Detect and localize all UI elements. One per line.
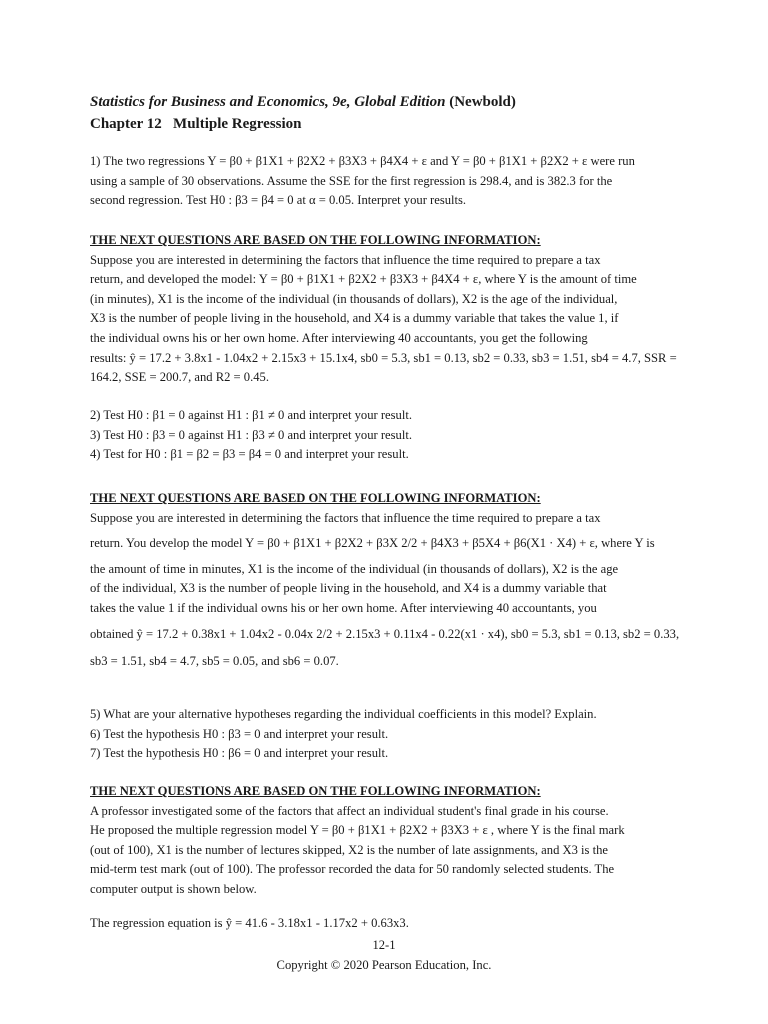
- section-2: [90, 489, 680, 672]
- section-2-line: return. You develop the model Y = β0 + β1X1 + β2X2 + β3X 2/2 + β4X3 + β5X4 + β6(X1 · X4) + ε, where Y is: [90, 536, 655, 551]
- section-2-line: obtained ŷ = 17.2 + 0.38x1 + 1.04x2 - 0.04x 2/2 + 2.15x3 + 0.11x4 - 0.22(x1 · x4), sb0 = 5.3, sb1 = 0.13, sb2 = 0.33,: [90, 626, 680, 641]
- book-title-line: [90, 94, 680, 111]
- section-2-line: Suppose you are interested in determining the factors that influence the time required to prepare a tax: [90, 510, 601, 525]
- section-1-line: Suppose you are interested in determining the factors that influence the time required to prepare a tax: [90, 252, 601, 267]
- regression-equation-text: The regression equation is ŷ = 41.6 - 3.18x1 - 1.17x2 + 0.63x3.: [90, 916, 409, 930]
- section-1-line: the individual owns his or her own home. After interviewing 40 accountants, you get the following: [90, 330, 588, 345]
- regression-equation: [90, 914, 680, 934]
- q1-line: 1) The two regressions Y = β0 + β1X1 + β2X2 + β3X3 + β4X4 + ε and Y = β0 + β1X1 + β2X2 + ε were run: [90, 154, 635, 168]
- question-3: 3) Test H0 : β3 = 0 against H1 : β3 ≠ 0 and interpret your result.: [90, 427, 412, 442]
- section-1-line: return, and developed the model: Y = β0 + β1X1 + β2X2 + β3X3 + β4X4 + ε, where Y is the amount of time: [90, 272, 637, 287]
- question-5: 5) What are your alternative hypotheses regarding the individual coefficients in this model? Explain.: [90, 707, 597, 721]
- section-3-line: A professor investigated some of the factors that affect an individual student's final grade in his course.: [90, 803, 609, 818]
- question-2: 2) Test H0 : β1 = 0 against H1 : β1 ≠ 0 and interpret your result.: [90, 408, 412, 422]
- section-3-line: computer output is shown below.: [90, 881, 257, 896]
- section-1-line: 164.2, SSE = 200.7, and R2 = 0.45.: [90, 370, 269, 385]
- section-2-line: sb3 = 1.51, sb4 = 4.7, sb5 = 0.05, and sb6 = 0.07.: [90, 654, 339, 669]
- section-heading: THE NEXT QUESTIONS ARE BASED ON THE FOLLOWING INFORMATION:: [90, 233, 541, 247]
- section-3-line: He proposed the multiple regression model Y = β0 + β1X1 + β2X2 + β3X3 + ε , where Y is the final mark: [90, 823, 625, 838]
- section-1-line: X3 is the number of people living in the household, and X4 is a dummy variable that takes the value 1, if: [90, 311, 619, 326]
- book-author: (Newbold): [449, 94, 516, 110]
- q1-line: second regression. Test H0 : β3 = β4 = 0 at α = 0.05. Interpret your results.: [90, 193, 467, 208]
- question-4: 4) Test for H0 : β1 = β2 = β3 = β4 = 0 and interpret your result.: [90, 447, 409, 462]
- section-1-line: results: ŷ = 17.2 + 3.8x1 - 1.04x2 + 2.15x3 + 15.1x4, sb0 = 5.3, sb1 = 0.13, sb2 = 0.33, sb3 = 1.51, sb4 = 4.7, SSR =: [90, 350, 677, 365]
- q1-line: using a sample of 30 observations. Assume the SSE for the first regression is 298.4, and is 382.3 for the: [90, 173, 613, 188]
- question-6: 6) Test the hypothesis H0 : β3 = 0 and interpret your result.: [90, 726, 389, 741]
- section-2-line: of the individual, X3 is the number of people living in the household, and X4 is a dummy variable that: [90, 581, 607, 596]
- book-title: Statistics for Business and Economics, 9e, Global Edition: [90, 94, 446, 110]
- chapter-title: Chapter 12 Multiple Regression: [90, 116, 302, 132]
- section-heading: THE NEXT QUESTIONS ARE BASED ON THE FOLLOWING INFORMATION:: [90, 784, 541, 798]
- section-2-line: the amount of time in minutes, X1 is the income of the individual (in thousands of dollars), X2 is the age: [90, 561, 619, 576]
- section-1-questions: [90, 406, 680, 465]
- question-1: [90, 152, 680, 211]
- section-heading: THE NEXT QUESTIONS ARE BASED ON THE FOLLOWING INFORMATION:: [90, 491, 541, 505]
- section-1-line: (in minutes), X1 is the income of the individual (in thousands of dollars), X2 is the age of the individual,: [90, 291, 618, 306]
- section-2-line: takes the value 1 if the individual owns his or her own home. After interviewing 40 accountants, you: [90, 600, 597, 615]
- section-3-line: (out of 100), X1 is the number of lectures skipped, X2 is the number of late assignments, and X3 is the: [90, 842, 608, 857]
- copyright: Copyright © 2020 Pearson Education, Inc.: [276, 958, 492, 972]
- question-7: 7) Test the hypothesis H0 : β6 = 0 and interpret your result.: [90, 746, 389, 761]
- section-2-questions: [90, 705, 680, 764]
- page-number: 12-1: [372, 938, 396, 952]
- section-3-line: mid-term test mark (out of 100). The professor recorded the data for 50 randomly selected students. The: [90, 862, 615, 877]
- section-3: [90, 782, 680, 900]
- section-1: [90, 231, 680, 388]
